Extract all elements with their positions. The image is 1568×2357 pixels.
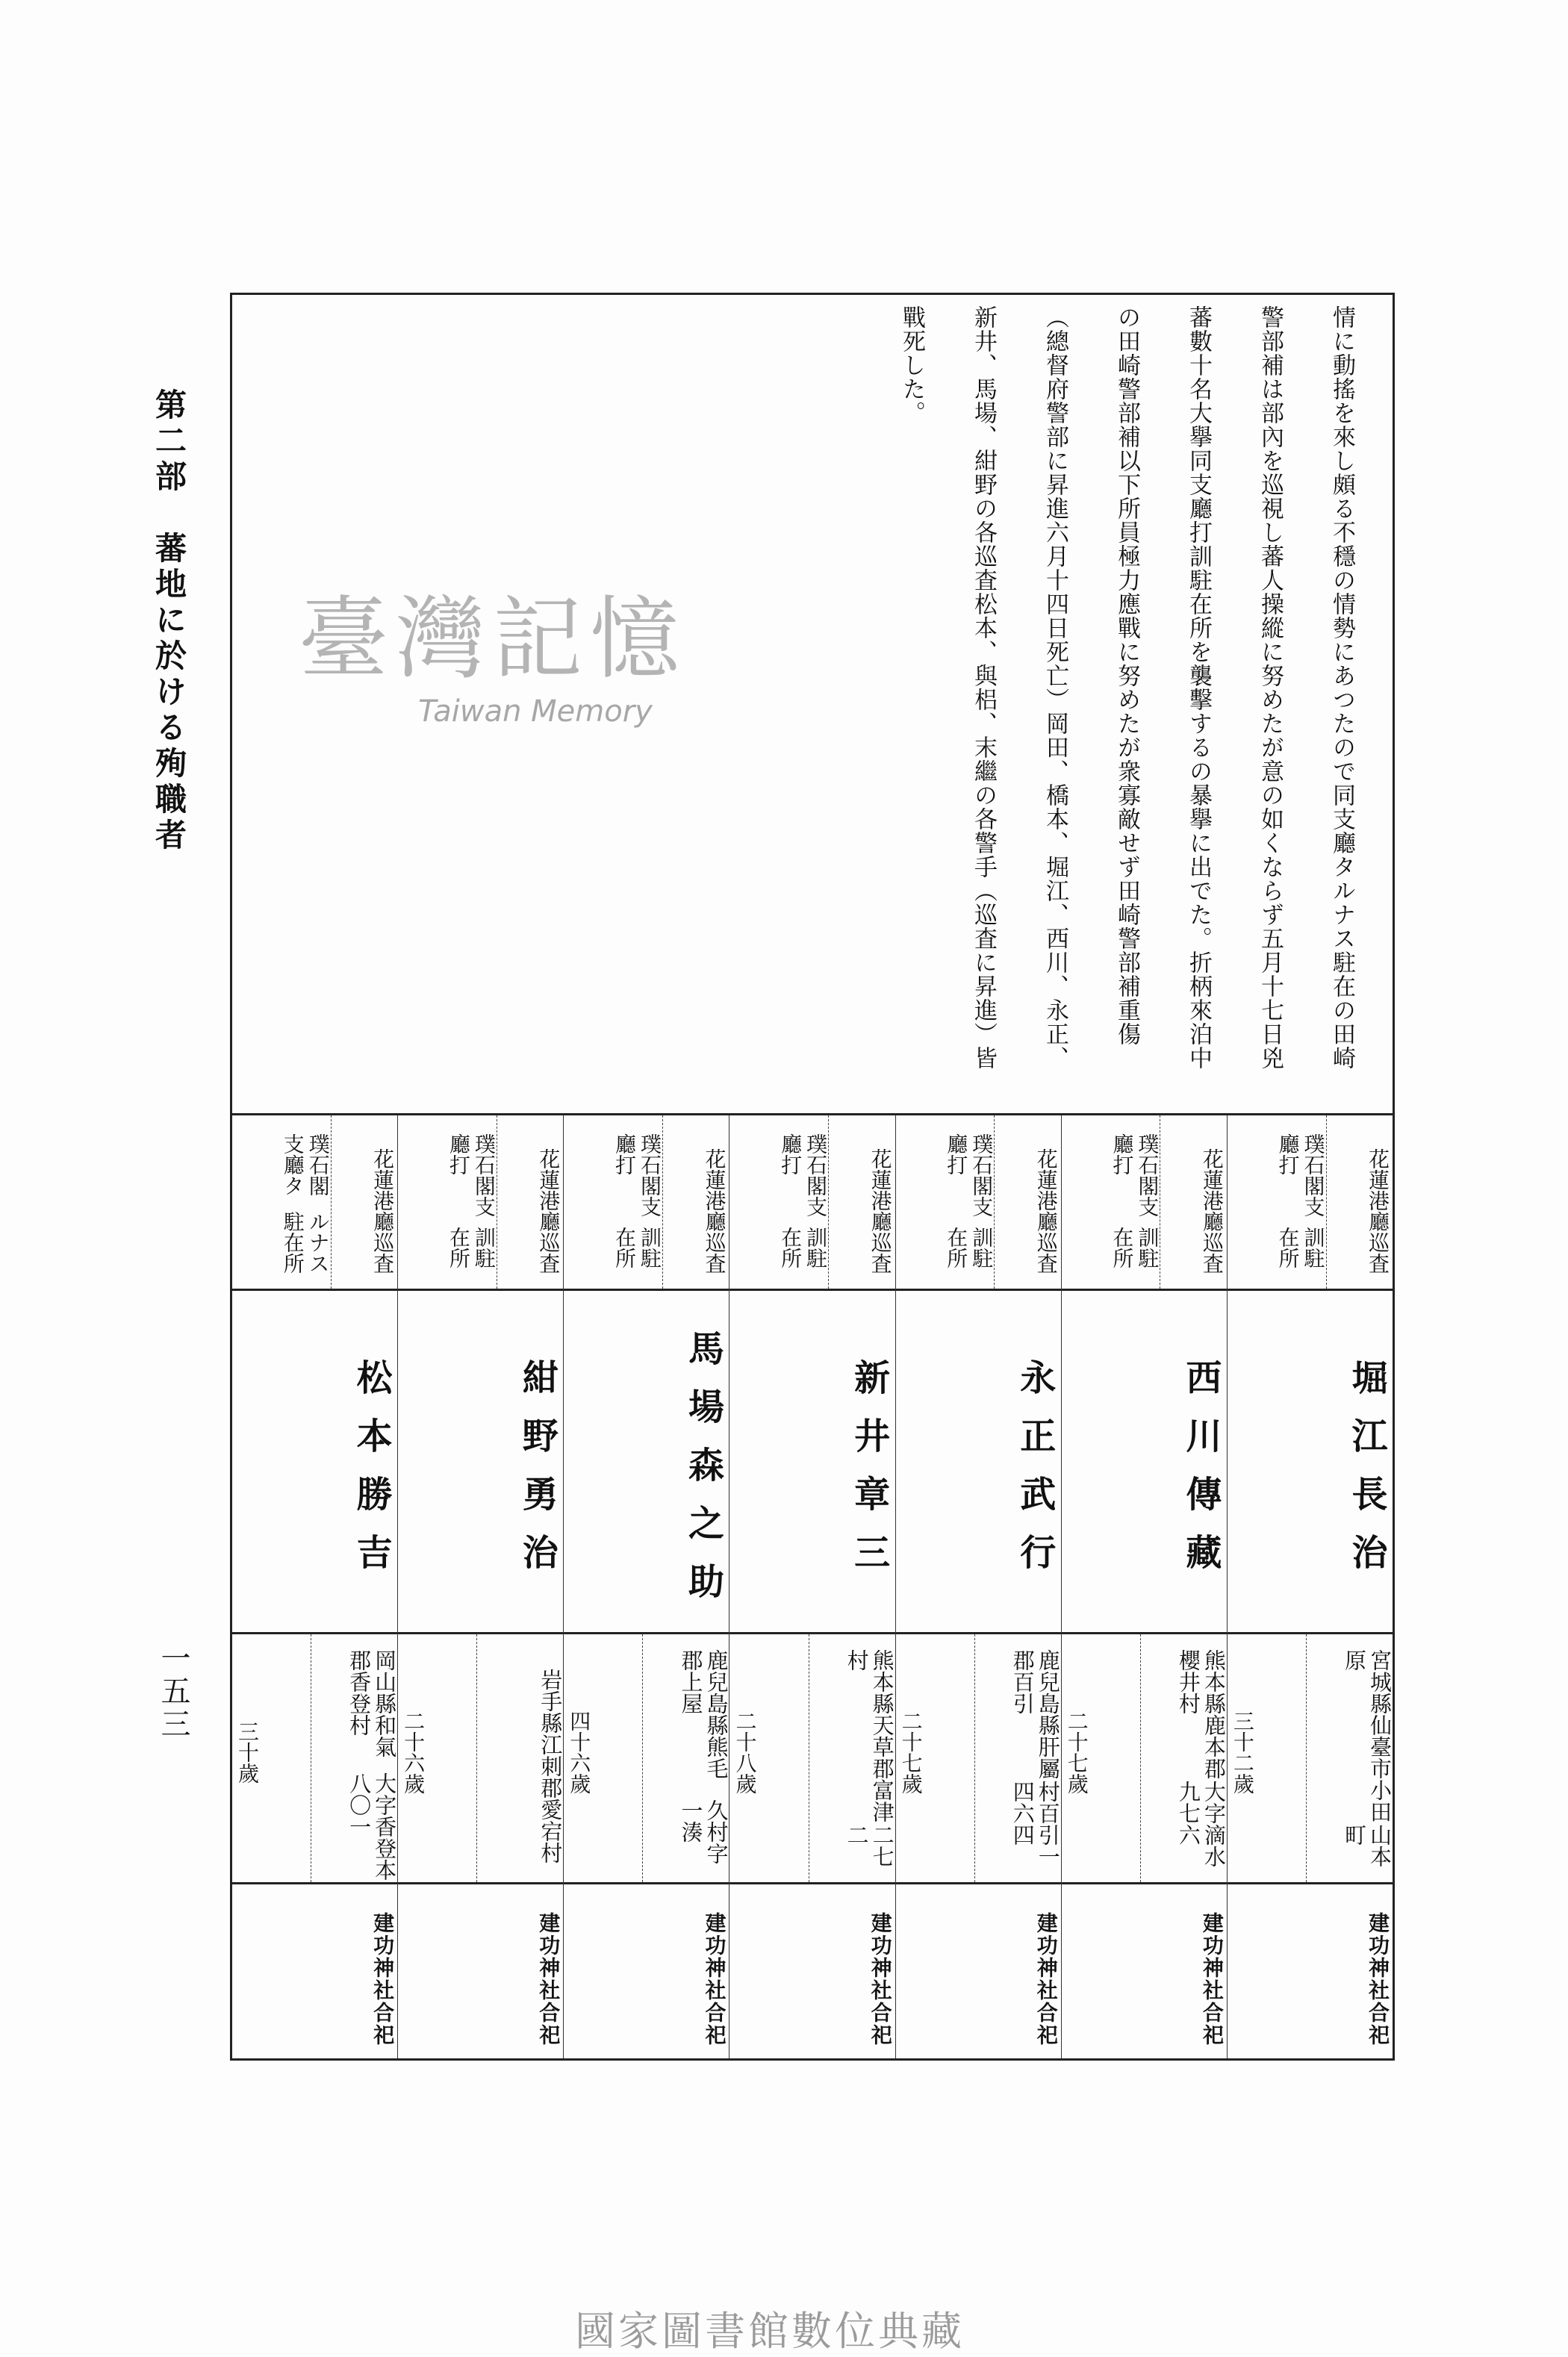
- post-line: 璞石閣支廳打: [1110, 1133, 1160, 1217]
- age: 二十七歲: [1064, 1710, 1089, 1794]
- address-line: 村百引一四六四: [1009, 1780, 1061, 1867]
- rank: 花蓮港廳巡査: [828, 1115, 895, 1289]
- document-frame: [230, 293, 1395, 2061]
- rank: 花蓮港廳巡査: [497, 1115, 563, 1289]
- post: [398, 1115, 497, 1289]
- age: 二十七歲: [898, 1710, 924, 1794]
- post-line: 璞石閣支廳タ: [280, 1133, 331, 1196]
- post: [564, 1115, 662, 1289]
- address-line: 宮城縣仙臺市小田原: [1342, 1649, 1393, 1822]
- table-column: [895, 1115, 1061, 2058]
- origin-cell: [1062, 1634, 1227, 1884]
- table-column: [397, 1115, 563, 2058]
- post-line: 璞石閣支廳打: [778, 1133, 829, 1217]
- address: [311, 1634, 397, 1882]
- origin-cell: [729, 1634, 895, 1884]
- page-number: 一五三: [156, 1643, 190, 1741]
- narrative-line: 警部補は部內を巡視し蕃人操縱に努めたが意の如くならず五月十七日兇: [1257, 305, 1284, 1070]
- officer-name: 西川傳藏: [1062, 1291, 1227, 1634]
- officer-name: 馬場森之助: [564, 1291, 729, 1634]
- origin-cell: [232, 1634, 397, 1884]
- affiliation-cell: [1228, 1115, 1393, 1291]
- affiliation-cell: [398, 1115, 563, 1291]
- enshrinement-note: 建功神社合祀: [702, 1911, 727, 2046]
- officer-name: 永正武行: [896, 1291, 1061, 1634]
- narrative-text: [876, 305, 1378, 1108]
- post-line: 訓駐在所: [612, 1226, 662, 1268]
- table-column: [1227, 1115, 1393, 2058]
- age: 三十歲: [235, 1721, 261, 1784]
- age: 三十二歲: [1230, 1710, 1255, 1794]
- address: [642, 1634, 729, 1882]
- post-line: ルナス駐在所: [280, 1211, 331, 1274]
- post-line: 訓駐在所: [1275, 1226, 1326, 1268]
- address-line: 熊本縣鹿本郡櫻井村: [1175, 1649, 1227, 1779]
- affiliation-cell: [1062, 1115, 1227, 1291]
- affiliation-cell: [232, 1115, 397, 1291]
- age: 二十八歲: [732, 1710, 758, 1794]
- officer-name: 堀江長治: [1228, 1291, 1393, 1634]
- enshrinement-note: 建功神社合祀: [1366, 1911, 1390, 2046]
- post-line: 璞石閣支廳打: [1275, 1133, 1326, 1217]
- address-line: 岡山縣和氣郡香登村: [346, 1649, 398, 1757]
- enshrinement-note: 建功神社合祀: [1033, 1911, 1059, 2046]
- narrative-line: の田崎警部補以下所員極力應戰に努めたが衆寡敵せず田崎警部補重傷: [1113, 305, 1140, 1046]
- narrative-line: 新井、馬場、紺野の各巡査松本、與梠、末繼の各警手（巡査に昇進）皆: [970, 305, 997, 1070]
- address: [809, 1634, 895, 1882]
- post: [1228, 1115, 1326, 1289]
- address-line: 二七二: [844, 1824, 895, 1867]
- post-line: 璞石閣支廳打: [446, 1133, 497, 1217]
- taiwan-memory-watermark: 臺灣記憶: [299, 588, 687, 691]
- address: [974, 1634, 1061, 1882]
- narrative-line: 蕃數十名大擧同支廳打訓駐在所を襲擊するの暴擧に出でた。折柄來泊中: [1185, 305, 1212, 1070]
- table-column: [729, 1115, 895, 2058]
- narrative-line: （總督府警部に昇進六月十四日死亡）岡田、橋本、堀江、西川、永正、: [1042, 305, 1068, 1070]
- taiwan-memory-watermark-en: Taiwan Memory: [418, 694, 653, 729]
- table-column: [1061, 1115, 1227, 2058]
- officer-name: 松本勝吉: [232, 1291, 397, 1634]
- address-line: 大字滴水九七六: [1175, 1780, 1227, 1867]
- post-line: 璞石閣支廳打: [612, 1133, 662, 1217]
- rank: 花蓮港廳巡査: [662, 1115, 729, 1289]
- post-line: 訓駐在所: [778, 1226, 829, 1268]
- origin-cell: [398, 1634, 563, 1884]
- table-column: [563, 1115, 729, 2058]
- address-line: 大字香登本八〇一: [346, 1772, 398, 1881]
- address: [1140, 1634, 1227, 1882]
- address-line: 鹿兒島縣熊毛郡上屋: [678, 1649, 729, 1779]
- post: [232, 1115, 331, 1289]
- age: 四十六歲: [567, 1710, 592, 1794]
- post-line: 訓駐在所: [944, 1226, 995, 1268]
- origin-cell: [564, 1634, 729, 1884]
- post-line: 訓駐在所: [1110, 1226, 1160, 1268]
- address-line: 岩手縣江刺郡愛宕村: [538, 1668, 564, 1864]
- address-line: 山本町: [1342, 1824, 1393, 1867]
- enshrinement-note: 建功神社合祀: [1199, 1911, 1225, 2046]
- enshrinement-note: 建功神社合祀: [536, 1911, 561, 2046]
- post: [896, 1115, 995, 1289]
- post: [729, 1115, 828, 1289]
- rank: 花蓮港廳巡査: [1326, 1115, 1393, 1289]
- rank: 花蓮港廳巡査: [994, 1115, 1060, 1289]
- address-line: 鹿兒島縣肝屬郡百引: [1009, 1649, 1061, 1779]
- officer-name: 紺野勇治: [398, 1291, 563, 1634]
- address-line: 久村字一湊: [678, 1799, 729, 1864]
- narrative-line: 情に動搖を來し頗る不穩の情勢にあつたので同支廳タルナス駐在の田崎: [1328, 305, 1355, 1070]
- library-footer-watermark: 國家圖書館數位典藏: [575, 2308, 965, 2355]
- enshrinement-note: 建功神社合祀: [370, 1911, 396, 2046]
- affiliation-cell: [896, 1115, 1061, 1291]
- origin-cell: [896, 1634, 1061, 1884]
- rank: 花蓮港廳巡査: [331, 1115, 397, 1289]
- address-line: 熊本縣天草郡富津村: [844, 1649, 895, 1822]
- affiliation-cell: [729, 1115, 895, 1291]
- address: [476, 1634, 563, 1882]
- origin-cell: [1228, 1634, 1393, 1884]
- enshrinement-note: 建功神社合祀: [868, 1911, 893, 2046]
- post-line: 璞石閣支廳打: [944, 1133, 995, 1217]
- section-title: 第二部 蕃地に於ける殉職者: [151, 388, 187, 854]
- table-column: [232, 1115, 397, 2058]
- post-line: 訓駐在所: [446, 1226, 497, 1268]
- address: [1306, 1634, 1393, 1882]
- casualty-table: [232, 1113, 1393, 2058]
- age: 二十六歲: [401, 1710, 426, 1794]
- affiliation-cell: [564, 1115, 729, 1291]
- rank: 花蓮港廳巡査: [1160, 1115, 1226, 1289]
- officer-name: 新井章三: [729, 1291, 895, 1634]
- narrative-line: 戰死した。: [898, 305, 925, 425]
- post: [1062, 1115, 1160, 1289]
